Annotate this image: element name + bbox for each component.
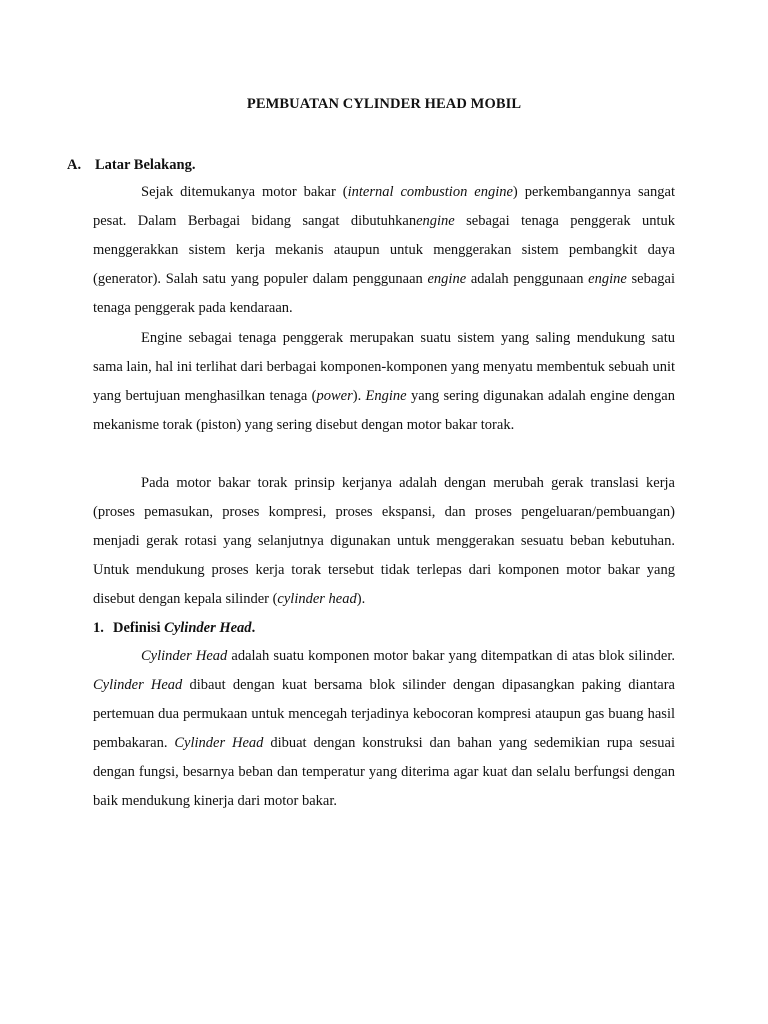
- text-run: Engine sebagai tenaga penggerak merupakan suatu sistem yang saling mendukung satu sama lain, hal ini terlihat dari berbagai komponen-komponen yang menyatu membentuk sebuah unit yang bertujuan menghasilkan tenaga (: [93, 330, 675, 404]
- italic-run: engine: [427, 271, 467, 287]
- italic-run: Engine: [365, 388, 407, 404]
- text-run: sebagai tenaga penggerak pada kendaraan.: [93, 271, 675, 316]
- document-title: PEMBUATAN CYLINDER HEAD MOBIL: [246, 96, 522, 112]
- subsection-1-prefix: Definisi: [113, 620, 165, 636]
- subsection-1-heading: [93, 620, 255, 637]
- italic-run: cylinder head: [277, 591, 357, 607]
- subsection-1-marker: 1.: [93, 620, 104, 636]
- italic-run: power: [316, 388, 353, 404]
- italic-run: Cylinder Head: [174, 735, 264, 751]
- text-run: sebagai tenaga penggerak untuk menggerakkan sistem kerja mekanis ataupun untuk menggerakan sistem pembangkit daya (generator). Salah satu yang populer dalam penggunaan: [93, 213, 675, 287]
- text-run: adalah penggunaan: [466, 271, 589, 287]
- subsection-1-suffix: .: [251, 620, 256, 636]
- text-run: dibuat dengan konstruksi dan bahan yang sedemikian rupa sesuai dengan fungsi, besarnya beban dan temperatur yang diterima agar kuat dan selalu berfungsi dengan baik mendukung kinerja dari motor bakar.: [93, 735, 675, 809]
- italic-run: internal combustion engine: [347, 184, 513, 200]
- text-run: ).: [356, 591, 366, 607]
- paragraph-4: [93, 642, 675, 816]
- italic-run: engine: [588, 271, 627, 287]
- italic-run: Cylinder Head: [141, 648, 228, 664]
- text-run: dibaut dengan kuat bersama blok silinder dengan dipasangkan paking diantara pertemuan dua permukaan untuk mencegah terjadinya kebocoran kompresi ataupun gas buang hasil pembakaran.: [93, 677, 675, 751]
- subsection-1-italic: Cylinder Head: [164, 620, 252, 636]
- text-run: adalah suatu komponen motor bakar yang ditempatkan di atas blok silinder.: [227, 648, 675, 664]
- text-run: Sejak ditemukanya motor bakar (: [141, 184, 348, 200]
- italic-run: engine: [416, 213, 455, 229]
- section-a-heading: [67, 157, 195, 174]
- section-a-label: Latar Belakang.: [95, 157, 196, 173]
- paragraph-1: [93, 178, 675, 323]
- paragraph-2: [93, 324, 675, 440]
- text-run: ) perkembangannya sangat pesat. Dalam Berbagai bidang sangat dibutuhkan: [93, 184, 675, 229]
- text-run: yang sering digunakan adalah engine dengan mekanisme torak (piston) yang sering disebut dengan motor bakar torak.: [93, 388, 675, 433]
- paragraph-3: [93, 469, 675, 614]
- text-run: ).: [352, 388, 366, 404]
- section-a-marker: A.: [67, 157, 82, 173]
- text-run: Pada motor bakar torak prinsip kerjanya adalah dengan merubah gerak translasi kerja (proses pemasukan, proses kompresi, proses ekspansi, dan proses pengeluaran/pembuangan) menjadi gerak rotasi yang selanjutnya digunakan untuk menggerakan sesuatu beban kebutuhan. Untuk mendukung proses kerja torak tersebut tidak terlepas dari komponen motor bakar yang disebut dengan kepala silinder (: [93, 475, 675, 607]
- italic-run: Cylinder Head: [93, 677, 183, 693]
